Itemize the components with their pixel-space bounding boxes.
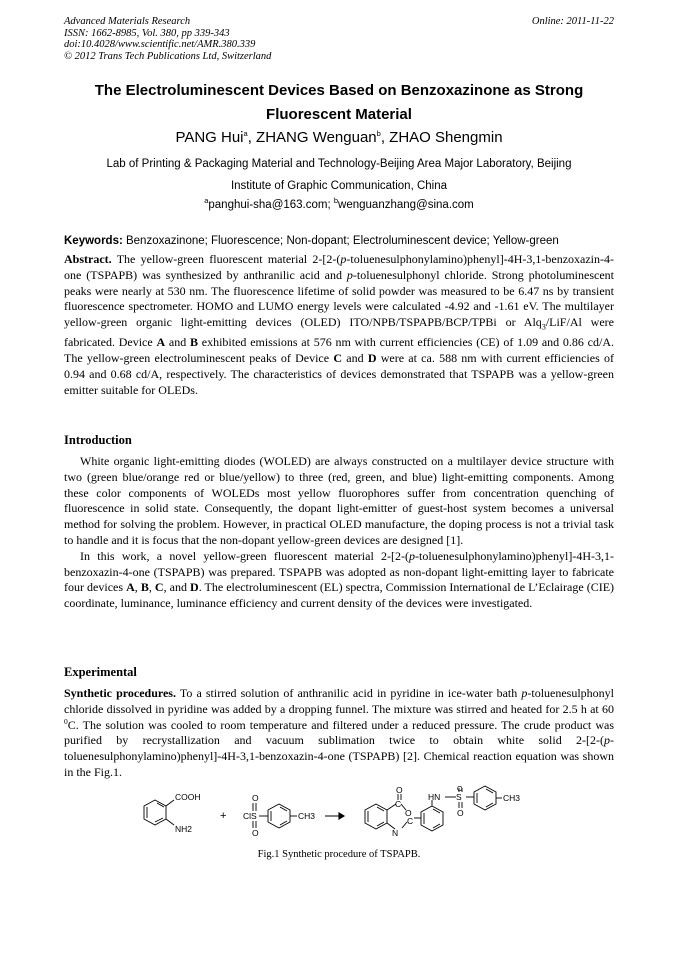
journal-header	[64, 16, 271, 62]
author-separator: ,	[380, 129, 390, 146]
italic-run: p	[604, 733, 610, 748]
copyright-line: © 2012 Trans Tech Publications Ltd, Switzerland	[64, 50, 272, 62]
email-superscript: a	[204, 196, 209, 206]
subsection-label: Synthetic procedures.	[64, 686, 176, 700]
author-name: ZHAO Shengmin	[389, 129, 503, 146]
hn-label: HN	[428, 792, 441, 802]
issn-line: ISSN: 1662-8985, Vol. 380, pp 339-343	[64, 27, 230, 39]
o-label: O	[252, 828, 259, 838]
subscript: 3	[541, 322, 546, 332]
device-label: D	[190, 580, 199, 595]
cl-label: Cl	[243, 811, 252, 821]
text-run: /LiF/Al were fabricated. Device	[64, 315, 614, 350]
author-separator: ,	[247, 129, 257, 146]
text-run: and	[342, 351, 368, 366]
text-run: -toluenesulphonylamino)phenyl]-4H-3,1-benzoxazin-4-one (TSPAPB) [2]. Chemical reaction equation was shown in the Fig.1.	[64, 733, 614, 779]
ring-o-label: O	[405, 808, 412, 818]
text-run: were at ca. 588 nm with current efficiencies of 0.94 and 0.68 cd/A, respectively. The characteristics of devices demonstrated that TSPAPB was a yellow-green emitter suitable for OLEDs.	[64, 351, 614, 397]
superscript: 0	[64, 716, 68, 726]
device-label: C	[333, 351, 342, 366]
title-line-2: Fluorescent Material	[266, 106, 412, 123]
experimental-paragraph	[64, 686, 614, 781]
device-label: B	[190, 335, 199, 350]
email-a[interactable]: panghui-sha@163.com;	[208, 199, 334, 211]
author-name: PANG Hui	[175, 129, 244, 146]
s-label: S	[251, 811, 257, 821]
text-run: -toluenesulphonyl chloride. Strong photoluminescent peaks were nearly at 530 nm. The fluorescence lifetime of solid powder was measured to be 6.47 ns by transient fluorescence spectrometer. HOMO and LUMO energy levels were calculated -4.92 and -1.61 eV. The multilayer yellow-green organic light-emitting devices (OLED) ITO/NPB/TSPAPB/BCP/TPBi or Alq	[64, 267, 614, 330]
italic-run: p	[346, 267, 353, 282]
text-run: ,	[148, 580, 155, 595]
doi-line: doi:10.4028/www.scientific.net/AMR.380.339	[64, 39, 256, 50]
text-run: In this work, a novel yellow-green fluorescent material 2-[2-(	[80, 548, 410, 563]
affiliation-line-2: Institute of Graphic Communication, China	[230, 180, 448, 192]
author-name: ZHANG Wenguan	[256, 129, 377, 146]
intro-section	[64, 454, 614, 612]
plus-sign: +	[220, 810, 227, 822]
journal-name: Advanced Materials Research	[64, 16, 191, 27]
online-date: Online: 2011-11-22	[531, 16, 614, 27]
o-label: O	[252, 793, 259, 803]
text-run: , and	[163, 580, 191, 595]
intro-paragraph-2	[64, 549, 614, 612]
author-list	[64, 128, 614, 148]
cooh-label: COOH	[175, 792, 201, 802]
ch3-label: CH3	[503, 793, 521, 803]
text-run: To a stirred solution of anthranilic acid in pyridine in ice-water bath	[175, 686, 522, 700]
author-emails	[64, 196, 614, 214]
device-label: A	[156, 335, 166, 350]
carbonyl-c-label: C	[395, 799, 402, 809]
email-b[interactable]: wenguanzhang@sina.com	[338, 199, 474, 211]
abstract	[64, 252, 614, 399]
reaction-scheme	[140, 785, 540, 840]
ch3-label: CH3	[298, 811, 316, 821]
keywords-text: Benzoxazinone; Fluorescence; Non-dopant; Electroluminescent device; Yellow-green	[122, 235, 559, 247]
text-run: ,	[134, 580, 141, 595]
intro-paragraph-1: White organic light-emitting diodes (WOLED) are always constructed on a multilayer device structure with two (green blue/orange red or blue/yellow) to three (red, green, and blue) light-emitting components. Among these color components of WOLEDs most yellow fluorophores suffer from concentration quenching of fluorescence in solid state. Consequently, the dopant light-emitter of guest-host system becomes a universal method for solving the problem. However, in practical OLED manufacture, the doping process is not a trivial task to handle and it is focus that the non-dopant yellow-green devices are designed [1].	[64, 454, 614, 547]
anthranilic-acid-structure	[144, 800, 174, 825]
o-label: O	[457, 786, 463, 793]
device-label: D	[367, 351, 377, 366]
paper-title	[64, 79, 614, 127]
italic-run: p	[340, 252, 347, 266]
tosyl-chloride-structure	[253, 803, 297, 828]
keywords-label: Keywords:	[64, 235, 123, 247]
keywords	[64, 233, 614, 249]
text-run: . The electroluminescent (EL) spectra, Commission International de L’Eclairage (CIE) coordinate, luminance, luminance efficiency and current density of the devices were investigated.	[64, 580, 615, 611]
abstract-label: Abstract.	[64, 252, 112, 266]
device-label: A	[126, 580, 135, 595]
email-superscript: b	[333, 196, 339, 206]
author-superscript: b	[376, 129, 381, 138]
device-label: C	[154, 580, 164, 595]
reaction-arrow	[325, 813, 344, 819]
affiliation	[64, 153, 614, 197]
experimental-heading: Experimental	[64, 665, 137, 679]
text-run: C. The solution was cooled to room temperature and filtered under a reduced pressure. The crude product was purified by recrystallization and vacuum sublimation twice to obtain white solid 2-[2-(	[64, 717, 614, 748]
text-run: -toluenesulphonylamino)phenyl]-4H-3,1-benzoxazin-4-one (TSPAPB) was synthesized by anthranilic acid and	[64, 252, 614, 282]
title-line-1: The Electroluminescent Devices Based on Benzoxazinone as Strong	[94, 82, 584, 99]
text-run: The yellow-green fluorescent material 2-[2-(	[111, 252, 341, 266]
italic-run: p	[409, 548, 416, 563]
device-label: B	[140, 580, 149, 595]
intro-heading: Introduction	[64, 433, 132, 447]
s-label: S	[456, 792, 462, 802]
text-run: exhibited emissions at 576 nm with current efficiencies (CE) of 1.09 and 0.86 cd/A. The yellow-green electroluminescent peaks of Device	[64, 335, 615, 366]
ring-c-label: C	[407, 816, 414, 826]
italic-run: p	[521, 686, 528, 700]
abstract-paragraph	[64, 252, 614, 399]
experimental-section	[64, 686, 614, 781]
carbonyl-o-label: O	[396, 785, 403, 795]
text-run: -toluenesulphonylamino)phenyl]-4H-3,1-benzoxazin-4-one (TSPAPB) was prepared. TSPAPB was adopted as non-dopant light-emitting layer to fabricate four devices	[64, 548, 614, 595]
author-superscript: a	[243, 129, 248, 138]
o-label: O	[457, 808, 464, 818]
nh2-label: NH2	[175, 824, 193, 834]
ring-n-label: N	[392, 828, 399, 838]
text-run: and	[165, 335, 190, 350]
affiliation-line-1: Lab of Printing & Packaging Material and Technology-Beijing Area Major Laboratory, Beijing	[106, 158, 572, 170]
text-run: -toluenesulphonyl chloride dissolved in pyridine was added by a dropping funnel. The mixture was stirred and heated for 2.5 h at 60	[64, 686, 615, 716]
figure-caption: Fig.1 Synthetic procedure of TSPAPB.	[257, 849, 421, 860]
